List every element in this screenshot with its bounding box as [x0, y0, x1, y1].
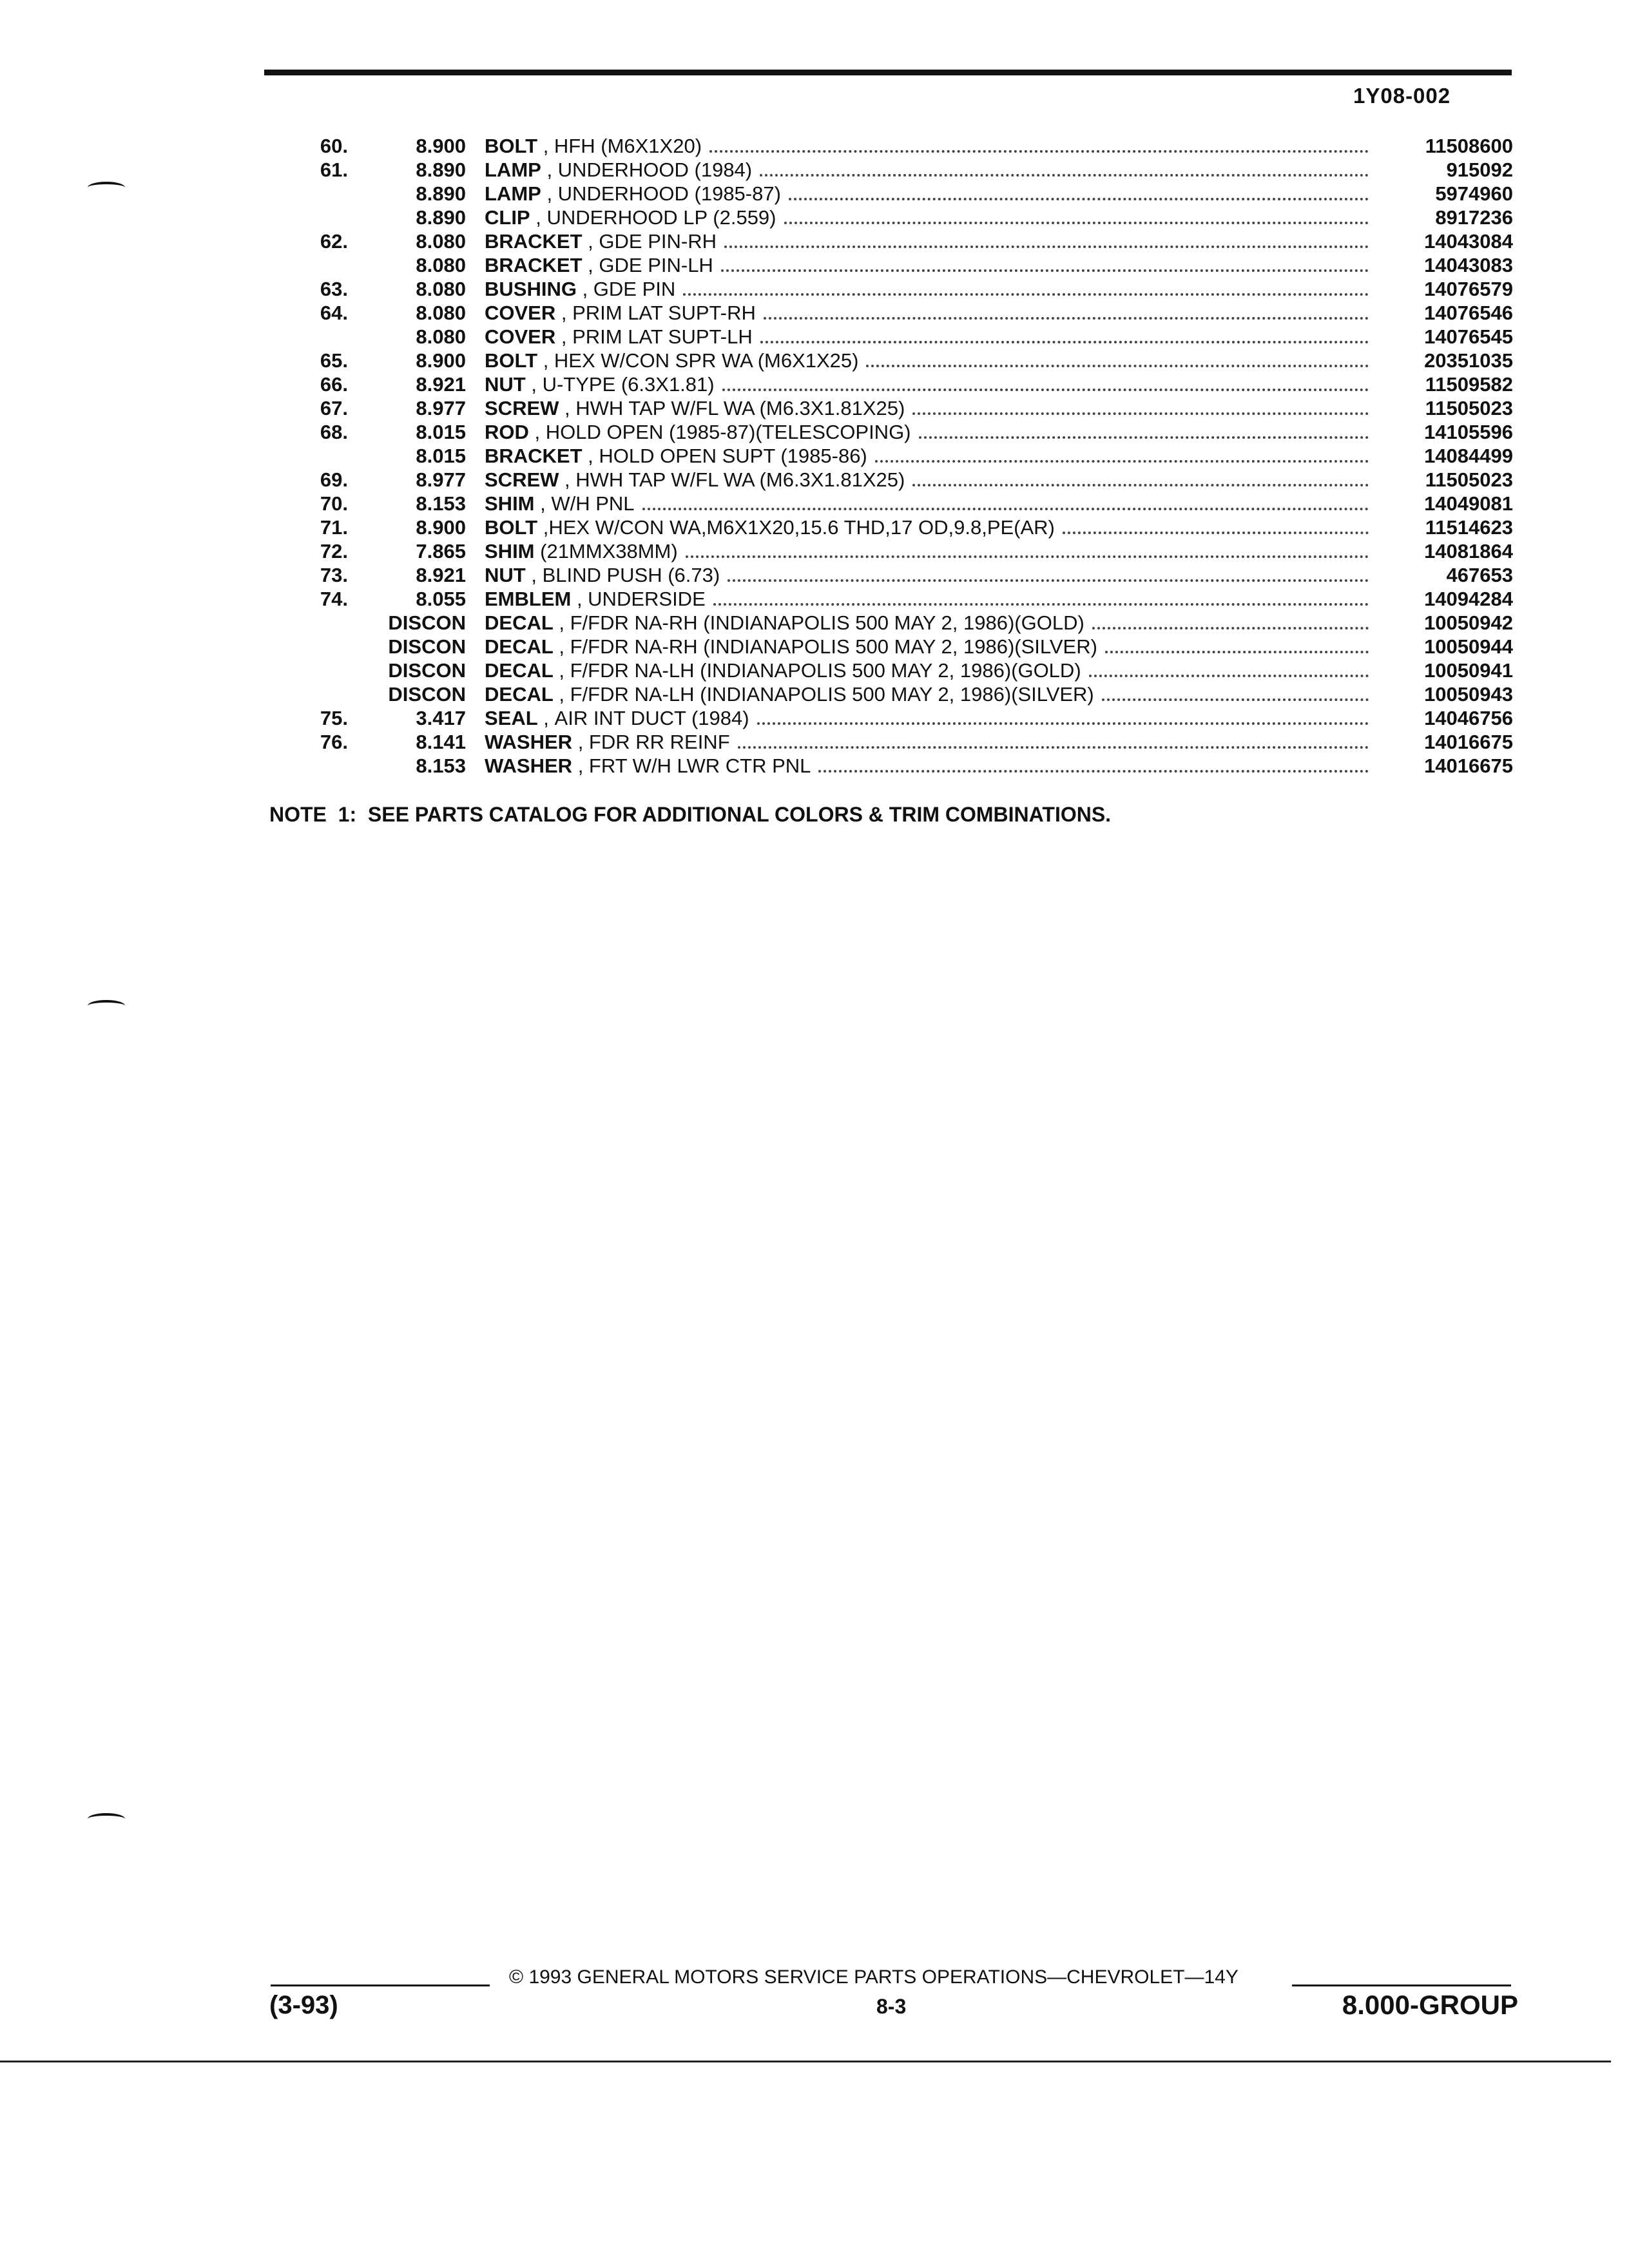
- part-number: 14084499: [1424, 445, 1513, 467]
- part-detail: F/FDR NA-LH (INDIANAPOLIS 500 MAY 2, 1986)(GOLD): [570, 659, 1081, 682]
- description: [485, 563, 1369, 587]
- dot-leader: [642, 508, 1369, 510]
- part-name: BOLT: [485, 516, 538, 539]
- dot-leader: [789, 198, 1369, 200]
- dot-leader: [919, 436, 1369, 439]
- part-row: [0, 372, 1629, 396]
- description: [485, 372, 1369, 396]
- part-row: [0, 349, 1629, 372]
- separator: ,: [537, 349, 554, 372]
- group-number: 8.015: [416, 445, 466, 467]
- ref-number: 66.: [320, 373, 348, 396]
- part-detail: UNDERHOOD (1985-87): [557, 182, 781, 205]
- ref-number: 71.: [320, 516, 348, 539]
- part-detail: UNDERHOOD LP (2.559): [546, 206, 776, 229]
- top-rule: [264, 70, 1512, 75]
- page-code: 1Y08-002: [1353, 84, 1451, 108]
- group-number: 8.890: [416, 182, 466, 205]
- parts-list: [0, 134, 1629, 778]
- part-name: DECAL: [485, 611, 554, 634]
- group-number: 8.153: [416, 492, 466, 515]
- part-name: BRACKET: [485, 230, 583, 253]
- dot-leader: [875, 460, 1369, 463]
- part-detail: FDR RR REINF: [588, 731, 730, 753]
- group-number: 8.977: [416, 468, 466, 491]
- part-detail: (21MMX38MM): [540, 540, 678, 562]
- part-detail: HEX W/CON WA,M6X1X20,15.6 THD,17 OD,9.8,PE(AR): [548, 516, 1055, 539]
- part-name: ROD: [485, 421, 529, 443]
- part-detail: GDE PIN-LH: [599, 254, 713, 276]
- group-number: 8.900: [416, 349, 466, 372]
- description: [485, 134, 1369, 158]
- description: [485, 754, 1369, 778]
- part-row: [0, 444, 1629, 468]
- ref-number: 69.: [320, 468, 348, 491]
- separator: ,: [541, 182, 558, 205]
- dot-leader: [912, 412, 1369, 415]
- description: [485, 277, 1369, 301]
- part-name: LAMP: [485, 159, 541, 181]
- part-name: EMBLEM: [485, 588, 572, 610]
- dot-leader: [721, 269, 1369, 272]
- ref-number: 73.: [320, 564, 348, 586]
- part-number: 5974960: [1435, 182, 1513, 205]
- description: [485, 182, 1369, 206]
- dot-leader: [724, 245, 1369, 248]
- description: [485, 253, 1369, 277]
- ref-number: 64.: [320, 302, 348, 324]
- part-detail: PRIM LAT SUPT-RH: [572, 302, 756, 324]
- group-number: 8.900: [416, 135, 466, 157]
- part-row: [0, 706, 1629, 730]
- separator: ,: [525, 564, 543, 586]
- separator: ,: [553, 659, 570, 682]
- dot-leader: [713, 603, 1369, 606]
- part-row: [0, 468, 1629, 492]
- description: [485, 611, 1369, 635]
- ref-number: 62.: [320, 230, 348, 253]
- description: [485, 635, 1369, 658]
- part-row: [0, 301, 1629, 325]
- ref-number: 65.: [320, 349, 348, 372]
- part-number: 467653: [1446, 564, 1513, 586]
- note: NOTE 1: SEE PARTS CATALOG FOR ADDITIONAL COLORS & TRIM COMBINATIONS.: [269, 803, 1112, 826]
- description: [485, 682, 1369, 706]
- ref-number: 75.: [320, 707, 348, 729]
- part-name: SCREW: [485, 397, 559, 419]
- part-name: SHIM: [485, 492, 535, 515]
- separator: ,: [572, 754, 589, 777]
- group-number: 8.153: [416, 754, 466, 777]
- separator: ,: [553, 611, 570, 634]
- part-number: 14016675: [1424, 754, 1513, 777]
- part-number: 14076579: [1424, 278, 1513, 300]
- group-number: 8.977: [416, 397, 466, 419]
- separator: ,: [576, 278, 593, 300]
- dot-leader: [722, 389, 1369, 391]
- part-name: BUSHING: [485, 278, 577, 300]
- footer-rule-left: [271, 1984, 490, 1986]
- part-name: LAMP: [485, 182, 541, 205]
- part-number: 14076546: [1424, 302, 1513, 324]
- part-detail: HEX W/CON SPR WA (M6X1X25): [554, 349, 859, 372]
- group-label: 8.000-GROUP: [1342, 1990, 1518, 2020]
- part-detail: W/H PNL: [551, 492, 635, 515]
- bottom-rule: [0, 2061, 1611, 2062]
- group-number: 8.080: [416, 302, 466, 324]
- dot-leader: [1092, 627, 1369, 629]
- binder-hole-mark: [88, 1000, 125, 1012]
- part-name: SCREW: [485, 468, 559, 491]
- group-number: 8.890: [416, 206, 466, 229]
- part-row: [0, 682, 1629, 706]
- dot-leader: [866, 365, 1369, 367]
- part-row: [0, 754, 1629, 778]
- part-detail: BLIND PUSH (6.73): [542, 564, 720, 586]
- description: [485, 706, 1369, 730]
- dot-leader: [728, 579, 1369, 582]
- ref-number: 60.: [320, 135, 348, 157]
- part-detail: UNDERSIDE: [588, 588, 706, 610]
- binder-hole-mark: [88, 182, 125, 193]
- part-row: [0, 658, 1629, 682]
- dot-leader: [1089, 675, 1369, 677]
- part-number: 11505023: [1425, 397, 1513, 419]
- dot-leader: [738, 746, 1369, 749]
- part-detail: HFH (M6X1X20): [554, 135, 702, 157]
- ref-number: 68.: [320, 421, 348, 443]
- part-number: 11509582: [1425, 373, 1513, 396]
- description: [485, 349, 1369, 372]
- part-detail: AIR INT DUCT (1984): [554, 707, 749, 729]
- description: [485, 158, 1369, 182]
- part-name: NUT: [485, 564, 526, 586]
- description: [485, 468, 1369, 492]
- description: [485, 492, 1369, 515]
- ref-number: 74.: [320, 588, 348, 610]
- group-number: 8.921: [416, 564, 466, 586]
- dot-leader: [818, 770, 1369, 773]
- part-name: CLIP: [485, 206, 530, 229]
- description: [485, 396, 1369, 420]
- group-number: 8.921: [416, 373, 466, 396]
- part-row: [0, 563, 1629, 587]
- part-detail: HWH TAP W/FL WA (M6.3X1.81X25): [575, 468, 905, 491]
- dot-leader: [784, 222, 1369, 224]
- group-number: 3.417: [416, 707, 466, 729]
- part-name: COVER: [485, 325, 556, 348]
- ref-number: 76.: [320, 731, 348, 753]
- separator: ,: [572, 731, 589, 753]
- dot-leader: [757, 722, 1369, 725]
- separator: ,: [541, 159, 558, 181]
- group-number: DISCON: [388, 659, 466, 682]
- part-number: 14049081: [1424, 492, 1513, 515]
- description: [485, 587, 1369, 611]
- dot-leader: [760, 341, 1369, 343]
- part-number: 10050941: [1424, 659, 1513, 682]
- separator: ,: [530, 206, 547, 229]
- dot-leader: [760, 174, 1369, 177]
- separator: ,: [537, 135, 554, 157]
- separator: ,: [555, 325, 573, 348]
- part-number: 14094284: [1424, 588, 1513, 610]
- dot-leader: [709, 150, 1369, 153]
- group-number: 8.890: [416, 159, 466, 181]
- group-number: 8.015: [416, 421, 466, 443]
- description: [485, 420, 1369, 444]
- group-number: DISCON: [388, 683, 466, 706]
- part-name: WASHER: [485, 754, 573, 777]
- group-number: 8.141: [416, 731, 466, 753]
- part-row: [0, 277, 1629, 301]
- part-detail: FRT W/H LWR CTR PNL: [588, 754, 811, 777]
- copyright-line: © 1993 GENERAL MOTORS SERVICE PARTS OPERATIONS—CHEVROLET—14Y: [509, 1966, 1239, 1988]
- separator: ,: [537, 516, 549, 539]
- description: [485, 515, 1369, 539]
- part-row: [0, 515, 1629, 539]
- part-row: [0, 635, 1629, 658]
- footer-rule-right: [1292, 1984, 1511, 1986]
- separator: ,: [553, 635, 570, 658]
- separator: ,: [528, 421, 546, 443]
- part-name: BRACKET: [485, 254, 583, 276]
- part-name: COVER: [485, 302, 556, 324]
- group-number: 7.865: [416, 540, 466, 562]
- separator: ,: [534, 492, 552, 515]
- part-row: [0, 539, 1629, 563]
- part-row: [0, 730, 1629, 754]
- part-name: BRACKET: [485, 445, 583, 467]
- part-number: 14016675: [1424, 731, 1513, 753]
- dot-leader: [764, 317, 1369, 320]
- part-name: BOLT: [485, 349, 538, 372]
- dot-leader: [1102, 698, 1369, 701]
- part-name: SHIM: [485, 540, 535, 562]
- part-detail: U-TYPE (6.3X1.81): [542, 373, 715, 396]
- part-row: [0, 134, 1629, 158]
- part-name: WASHER: [485, 731, 573, 753]
- part-number: 14105596: [1424, 421, 1513, 443]
- part-detail: UNDERHOOD (1984): [557, 159, 753, 181]
- part-detail: F/FDR NA-RH (INDIANAPOLIS 500 MAY 2, 1986)(GOLD): [570, 611, 1084, 634]
- separator: ,: [537, 707, 555, 729]
- group-number: 8.080: [416, 254, 466, 276]
- part-row: [0, 182, 1629, 206]
- description: [485, 730, 1369, 754]
- description: [485, 301, 1369, 325]
- part-number: 8917236: [1435, 206, 1513, 229]
- separator: ,: [555, 302, 573, 324]
- part-name: DECAL: [485, 683, 554, 706]
- description: [485, 229, 1369, 253]
- part-row: [0, 396, 1629, 420]
- part-number: 20351035: [1424, 349, 1513, 372]
- part-detail: F/FDR NA-RH (INDIANAPOLIS 500 MAY 2, 1986)(SILVER): [570, 635, 1097, 658]
- part-row: [0, 611, 1629, 635]
- dot-leader: [912, 484, 1369, 486]
- part-row: [0, 325, 1629, 349]
- binder-hole-mark: [88, 1813, 125, 1825]
- part-detail: PRIM LAT SUPT-LH: [572, 325, 753, 348]
- separator: ,: [559, 397, 576, 419]
- part-name: SEAL: [485, 707, 538, 729]
- dot-leader: [686, 555, 1369, 558]
- part-row: [0, 158, 1629, 182]
- dot-leader: [683, 293, 1369, 296]
- ref-number: 70.: [320, 492, 348, 515]
- part-row: [0, 492, 1629, 515]
- description: [485, 325, 1369, 349]
- part-number: 10050942: [1424, 611, 1513, 634]
- part-detail: GDE PIN-RH: [599, 230, 717, 253]
- part-name: NUT: [485, 373, 526, 396]
- part-number: 11508600: [1425, 135, 1513, 157]
- page-number: 8-3: [876, 1995, 907, 2018]
- group-number: 8.080: [416, 230, 466, 253]
- description: [485, 444, 1369, 468]
- description: [485, 206, 1369, 229]
- part-number: 915092: [1446, 159, 1513, 181]
- part-number: 14046756: [1424, 707, 1513, 729]
- part-number: 11505023: [1425, 468, 1513, 491]
- revision-date: (3-93): [269, 1991, 338, 2019]
- group-number: 8.055: [416, 588, 466, 610]
- separator: ,: [553, 683, 570, 706]
- description: [485, 539, 1369, 563]
- part-row: [0, 229, 1629, 253]
- part-row: [0, 206, 1629, 229]
- part-number: 10050943: [1424, 683, 1513, 706]
- part-number: 14043083: [1424, 254, 1513, 276]
- dot-leader: [1105, 651, 1369, 653]
- part-row: [0, 420, 1629, 444]
- ref-number: 63.: [320, 278, 348, 300]
- part-detail: HWH TAP W/FL WA (M6.3X1.81X25): [575, 397, 905, 419]
- group-number: 8.900: [416, 516, 466, 539]
- separator: ,: [582, 254, 599, 276]
- group-number: 8.080: [416, 325, 466, 348]
- group-number: 8.080: [416, 278, 466, 300]
- part-detail: GDE PIN: [593, 278, 676, 300]
- ref-number: 67.: [320, 397, 348, 419]
- description: [485, 658, 1369, 682]
- ref-number: 72.: [320, 540, 348, 562]
- part-detail: HOLD OPEN (1985-87)(TELESCOPING): [545, 421, 911, 443]
- part-row: [0, 253, 1629, 277]
- separator: ,: [582, 230, 599, 253]
- group-number: DISCON: [388, 611, 466, 634]
- part-number: 11514623: [1425, 516, 1513, 539]
- part-number: 14081864: [1424, 540, 1513, 562]
- part-name: DECAL: [485, 659, 554, 682]
- separator: ,: [571, 588, 588, 610]
- ref-number: 61.: [320, 159, 348, 181]
- group-number: DISCON: [388, 635, 466, 658]
- part-number: 10050944: [1424, 635, 1513, 658]
- separator: ,: [582, 445, 599, 467]
- part-detail: F/FDR NA-LH (INDIANAPOLIS 500 MAY 2, 1986)(SILVER): [570, 683, 1094, 706]
- part-number: 14043084: [1424, 230, 1513, 253]
- part-row: [0, 587, 1629, 611]
- part-name: DECAL: [485, 635, 554, 658]
- separator: [535, 539, 541, 563]
- part-name: BOLT: [485, 135, 538, 157]
- part-number: 14076545: [1424, 325, 1513, 348]
- separator: ,: [559, 468, 576, 491]
- dot-leader: [1063, 532, 1369, 534]
- part-detail: HOLD OPEN SUPT (1985-86): [599, 445, 867, 467]
- separator: ,: [525, 373, 543, 396]
